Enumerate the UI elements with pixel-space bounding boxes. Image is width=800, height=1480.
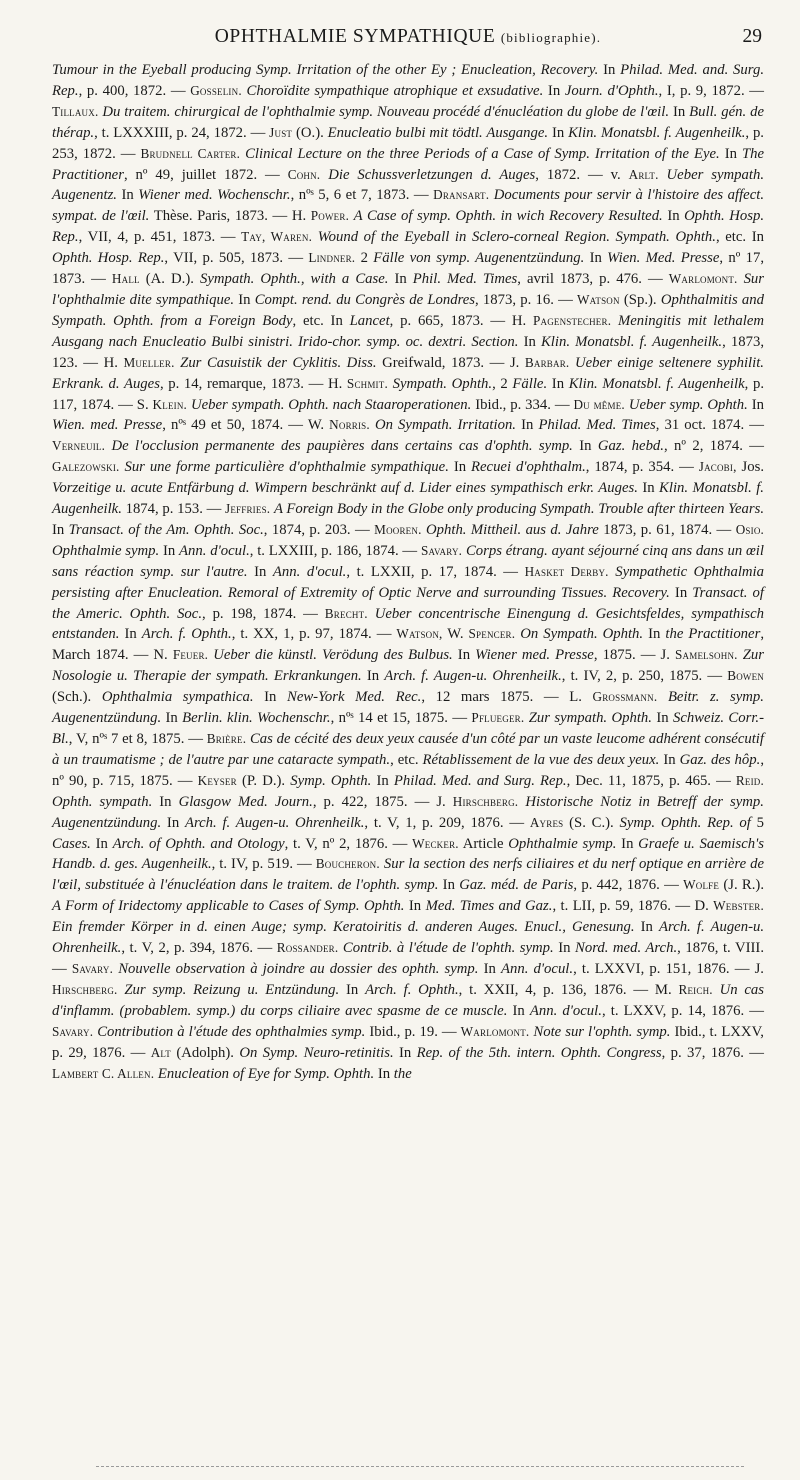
citation-text: In [339, 981, 366, 998]
author-name: Warlomont. [668, 271, 738, 287]
citation-title: Die Schussverletzungen d. Auges [328, 166, 536, 183]
citation-text: , t. LXXV, p. 14, 1876. — [601, 1002, 764, 1019]
citation-text: , March 1874. — N. [52, 626, 764, 664]
footer-rule [96, 1466, 744, 1467]
citation-title: Ann. d'ocul. [501, 960, 574, 977]
citation-text: , 1876, t. VIII. — [52, 940, 765, 977]
citation-text: , nºˢ 49 et 50, 1874. — W. [162, 417, 330, 434]
citation-title: Arch. f. Augen-u. Ohrenheilk. [52, 919, 765, 957]
citation-title: Wiener med. Presse [475, 647, 594, 664]
author-name: Klein. [152, 396, 188, 412]
citation-text: , p. 14, remarque, 1873. — H. [159, 375, 347, 392]
author-name: Jeffries. [225, 501, 271, 517]
author-name: Norris. [329, 417, 370, 433]
citation-title: Rep. of the 5th. intern. Ophth. Congress [416, 1044, 662, 1061]
citation-title: Tumour in the Eyeball producing Symp. Irritation of the other Ey ; Enucleation, Recovery. [52, 62, 599, 78]
citation-title: Ann. d'ocul. [179, 542, 250, 559]
citation-text: , 1875. — J. [593, 647, 676, 664]
citation-text: , 1872. — v. [535, 166, 629, 183]
citation-title: Ueber concentrische Einengung d. Gesichtsfeldes, sympathisch entstanden. [52, 605, 764, 643]
citation-title: On Sympath. Irritation. [374, 417, 516, 434]
citation-title: Du traitem. chirurgical de l'ophthalmie symp. Nouveau procédé d'énucléation du globe de l'œil. [102, 103, 670, 120]
citation-title: Philad. Med. Times [538, 417, 656, 434]
author-name: Savary. [52, 1023, 94, 1039]
citation-text: , t. V, 1, p. 209, 1876. — [364, 814, 530, 831]
citation-text: In [572, 438, 598, 455]
author-name: Tillaux. [52, 103, 99, 119]
author-name: Mooren. [374, 521, 422, 537]
citation-title: Ophth. Hosp. Rep. [52, 250, 165, 267]
citation-text: In [643, 626, 666, 643]
citation-title: Fälle. [512, 375, 548, 392]
author-name: Rossander. [276, 940, 339, 956]
page-number: 29 [742, 26, 762, 47]
citation-title: Philad. Med. and. Surg. Rep. [52, 62, 765, 99]
citation-text: , t. LXXII, p. 17, 1874. — [346, 563, 525, 580]
citation-text: In [247, 563, 273, 580]
citation-text: , t. LII, p. 59, 1876. — D. [552, 898, 714, 915]
author-name: Savary. [71, 960, 114, 976]
bibliography-paragraph [52, 60, 764, 1084]
citation-text [657, 689, 668, 705]
author-name: Dransart. [433, 187, 490, 203]
citation-title: Wien. Med. Presse [607, 250, 720, 267]
citation-text: In [662, 208, 685, 225]
citation-title: Sympathetic Ophthalmia persisting after Enucleation. Remoral of Extremity of Optic Nerve and surrounding Tissues. Recovery. [52, 563, 765, 601]
author-name: Arlt. [628, 166, 659, 182]
citation-text: In [90, 835, 113, 852]
citation-text: (P. D.). [236, 772, 291, 789]
citation-text: , 1874, p. 203. — [263, 521, 375, 538]
author-name: Boucheron. [315, 856, 380, 872]
citation-title: Ueber sympath. Ophth. nach Staaroperationen. [190, 396, 472, 413]
citation-text: , nº 17, 1873. — [52, 250, 765, 288]
citation-title: Arch. f. Augen-u. Ohrenheilk. [184, 814, 365, 831]
citation-title: Ophthalmia sympathica. [101, 689, 254, 706]
citation-text: (S. C.). [563, 814, 620, 831]
citation-text: In [119, 626, 142, 643]
citation-title: Bull. gén. de thérap. [52, 103, 764, 141]
citation-text: , t. XX, 1, p. 97, 1874. — [231, 626, 397, 643]
citation-title: Sur la section des nerfs ciliaires et du nerf optique en arrière de l'œil, substituée à l'énucléation dans le traitem. de l'ophth. symp. [52, 856, 764, 894]
citation-text: In [404, 898, 426, 915]
citation-text [368, 606, 375, 622]
author-name: Cohn. [287, 166, 321, 182]
citation-title: Klin. Monatsbl. f. Augenheilk. [52, 480, 764, 518]
citation-title: Meningitis mit lethalem Ausgang nach Enucleatio Bulbi sinistri. Irido-chor. symp. oc. dextri. Section. [52, 312, 764, 350]
citation-text: , VII, p. 505, 1873. — [164, 250, 309, 267]
citation-text: Ibid., p. 19. — [365, 1023, 461, 1040]
citation-title: Ueber die künstl. Verödung des Bulbus. [213, 647, 453, 664]
running-title-main: OPHTHALMIE SYMPATHIQUE [214, 26, 496, 47]
citation-text: In [584, 250, 608, 267]
citation-text: In [543, 82, 565, 99]
citation-text: In [159, 542, 180, 559]
running-header [52, 26, 764, 60]
citation-text: In [388, 271, 413, 288]
author-name: Lambert C. Allen. [52, 1065, 155, 1081]
author-name: Pflueger. [471, 710, 525, 726]
author-name: Brecht. [324, 605, 368, 621]
author-name: Watson, [396, 626, 443, 642]
author-name: Keyser [197, 772, 237, 788]
author-name: Brudnell Carter. [140, 145, 241, 161]
citation-title: Klin. Monatsbl. f. Augenheilk. [540, 333, 723, 350]
citation-title: Nouvelle observation à joindre au dossier des ophth. symp. [118, 960, 479, 977]
citation-title: Enucleation of Eye for Symp. Ophth. [157, 1065, 375, 1082]
author-name: Hasket Derby. [524, 563, 609, 579]
citation-title: Sympath. Ophth. [392, 375, 493, 392]
citation-text: Jos. [736, 459, 764, 476]
author-name: Warlomont. [460, 1023, 530, 1039]
author-name: Verneuil. [52, 438, 106, 454]
citation-title: Gaz. hebd. [597, 438, 664, 455]
author-name: Reich. [678, 981, 713, 997]
citation-title: Arch. of Ophth. and Otology [112, 835, 285, 852]
author-name: Hirschberg. [52, 981, 118, 997]
citation-text: In [478, 960, 502, 977]
citation-text: , VII, 4, p. 451, 1873. — [78, 229, 242, 246]
citation-title: Gaz. des hôp. [679, 751, 761, 768]
citation-text: W. [442, 626, 469, 643]
citation-title: Ophth. Mittheil. aus d. Jahre [426, 521, 599, 538]
citation-text: , p. 253, 1872. — [52, 124, 764, 162]
citation-title: Philad. Med. and Surg. Rep. [393, 772, 567, 789]
author-name: Wecker. [412, 835, 459, 851]
citation-title: De l'occlusion permanente des paupières dans certains cas d'ophth. symp. [111, 438, 573, 455]
citation-title: Compt. rend. du Congrès de Londres [254, 291, 476, 308]
citation-text: In [52, 521, 69, 538]
citation-title: Nord. med. Arch. [575, 940, 678, 957]
citation-text: , p. 422, 1875. — J. [312, 793, 453, 810]
citation-text: , p. 117, 1874. — S. [52, 375, 765, 413]
citation-title: Enucleatio bulbi mit tödtl. Ausgange. [327, 124, 549, 141]
citation-title: Wound of the Eyeball in Sclero-corneal Region. Sympath. Ophth. [317, 229, 716, 246]
citation-text: In [371, 772, 394, 789]
citation-text: 1874, p. 153. — [121, 501, 226, 518]
citation-text: In [161, 814, 185, 831]
citation-text: 5 [750, 814, 764, 831]
author-name: Savary. [420, 542, 463, 558]
citation-text: , I, p. 9, 1872. — [658, 82, 764, 99]
citation-text: , nºˢ 5, 6 et 7, 1873. — [290, 187, 434, 204]
citation-text: In [719, 145, 742, 162]
citation-text: , t. LXXXIII, p. 24, 1872. — [94, 124, 270, 141]
citation-text: , etc. In [292, 312, 350, 329]
citation-text [611, 313, 618, 329]
citation-text: In [516, 417, 539, 434]
citation-text: In [393, 1044, 417, 1061]
citation-title: Beitr. z. symp. Augenentzündung. [52, 689, 764, 727]
citation-text: , 1874, p. 354. — [585, 459, 699, 476]
citation-title: Transact. of the Am. Ophth. Soc. [68, 521, 264, 538]
citation-title: Lancet [349, 312, 390, 329]
author-name: Tay, Waren. [241, 229, 313, 245]
citation-title: Ueber symp. Ophth. [628, 396, 748, 413]
citation-title: the Practitioner [665, 626, 761, 643]
running-title [52, 26, 764, 48]
citation-text: Greifwald, 1873. — J. [376, 354, 525, 371]
citation-title: A Form of Iridectomy applicable to Cases of Symp. Ophth. [52, 898, 405, 915]
citation-text: In [547, 375, 569, 392]
author-name: Alt [150, 1044, 171, 1060]
citation-text: , etc. [390, 751, 423, 768]
author-name: Lindner. [308, 250, 356, 266]
citation-text: In [669, 103, 690, 120]
citation-title: On Sympath. Ophth. [520, 626, 644, 643]
citation-text: 2 [355, 250, 374, 267]
citation-title: the [393, 1065, 412, 1082]
citation-text: In [448, 459, 472, 476]
citation-title: Cas de cécité des deux yeux causée d'un côté par un vaste leucome adhérent consécutif à un traumatisme ; de l'autre par une cataracte sympath. [52, 731, 764, 768]
citation-text: In [553, 940, 576, 957]
author-name: Samelsohn. [675, 647, 738, 663]
citation-text: In [161, 710, 183, 727]
citation-text: In [659, 751, 680, 768]
citation-text [713, 982, 720, 998]
author-name: Reid. [735, 772, 765, 788]
author-name: Brière. [206, 731, 247, 746]
author-name: Wolfe [683, 877, 720, 893]
author-name: Spencer. [468, 626, 516, 642]
citation-text: In [616, 835, 639, 852]
citation-title: Zur sympath. Ophth. [528, 710, 652, 727]
citation-title: Graefe u. Saemisch's Handb. d. ges. Augenheilk. [52, 835, 764, 873]
citation-title: Symp. Ophth. Rep. of [619, 814, 751, 831]
citation-text: , p. 665, 1873. — H. [389, 312, 533, 329]
citation-title: Transact. of the Americ. Ophth. Soc. [52, 584, 765, 622]
citation-text: , t. XXII, 4, p. 136, 1876. — M. [458, 981, 679, 998]
citation-text: In [518, 333, 541, 350]
citation-text: In [452, 647, 476, 664]
citation-text: , nº 2, 1874. — [663, 438, 764, 455]
citation-text: , p. 37, 1876. — [661, 1044, 764, 1061]
citation-text: , avril 1873, p. 476. — [517, 271, 669, 288]
citation-title: Ann. d'ocul. [529, 1002, 602, 1019]
citation-text: , 2 [492, 375, 513, 392]
citation-title: Wiener med. Wochenschr. [138, 187, 291, 204]
citation-text: , t. V, nº 2, 1876. — [284, 835, 413, 852]
citation-title: Contrib. à l'étude de l'ophth. symp. [342, 940, 554, 957]
author-name: Galezowski. [52, 459, 120, 475]
author-name: Grossmann. [592, 689, 658, 705]
citation-title: Zur Nosologie u. Therapie der sympath. Erkrankungen. [52, 647, 764, 685]
citation-text: In [669, 584, 693, 601]
running-title-section: (bibliographie). [500, 30, 602, 45]
citation-title: Note sur l'ophth. symp. [533, 1023, 671, 1040]
citation-text: (Sp.). [619, 291, 661, 308]
citation-title: Med. Times and Gaz. [425, 898, 553, 915]
citation-title: Sympath. Ophth., with a Case. [199, 271, 389, 288]
citation-text: In [637, 480, 660, 497]
author-name: Just [269, 124, 293, 140]
citation-text: In [374, 1065, 394, 1082]
author-name: Mueller. [123, 354, 175, 370]
citation-title: Ophth. Hosp. Rep. [52, 208, 764, 246]
citation-text: (A. D.). [139, 271, 200, 288]
citation-title: Wien. med. Presse [52, 417, 163, 434]
citation-title: Glasgow Med. Journ. [178, 793, 313, 810]
citation-text: Thèse. Paris, 1873. — H. [149, 208, 311, 225]
author-name: Feuer. [172, 647, 209, 663]
bibliography-text [52, 60, 764, 1084]
citation-text: In [234, 291, 255, 308]
citation-title: Contribution à l'étude des ophthalmies symp. [97, 1023, 366, 1040]
author-name: Ayres [529, 814, 564, 830]
citation-title: Documents pour servir à l'histoire des affect. sympat. de l'œil. [52, 187, 765, 225]
citation-text: In [507, 1002, 530, 1019]
citation-title: Historische Notiz in Betreff der symp. Augenentzündung. [52, 793, 764, 831]
citation-text: In [253, 689, 287, 706]
citation-text: In [361, 668, 385, 685]
citation-text: Ibid., t. LXXV, p. 29, 1876. — [52, 1023, 764, 1061]
citation-title: Ophthalmie symp. [508, 835, 617, 852]
citation-title: Ophth. sympath. [52, 793, 153, 810]
citation-text: , t. IV, p. 519. — [211, 856, 316, 873]
citation-title: Ueber sympath. Augenentz. [52, 166, 764, 204]
citation-text: Ibid., p. 334. — [471, 396, 574, 413]
citation-text: In [747, 396, 764, 413]
citation-text: , 31 oct. 1874. — [655, 417, 764, 434]
citation-title: Fälle von symp. Augenentzündung. [373, 250, 585, 267]
citation-title: Berlin. klin. Wochenschr. [182, 710, 331, 727]
citation-title: Schweiz. Corr.-Bl. [52, 710, 764, 747]
citation-title: Sur l'ophthalmie dite sympathique. [52, 271, 765, 308]
citation-text: In [598, 62, 621, 78]
citation-text: In [117, 187, 139, 204]
citation-text: In [152, 793, 179, 810]
citation-text: , t. IV, 2, p. 250, 1875. — [561, 668, 728, 685]
citation-text: , 1873, p. 16. — [475, 291, 578, 308]
citation-title: Journ. d'Ophth. [564, 82, 659, 99]
citation-text: (Adolph). [170, 1044, 240, 1061]
citation-title: Rétablissement de la vue des deux yeux. [422, 751, 660, 768]
citation-title: Sur une forme particulière d'ophthalmie sympathique. [124, 459, 449, 476]
citation-text: , etc. In [715, 229, 764, 246]
citation-title: Recuei d'ophthalm. [471, 459, 586, 476]
citation-title: Clinical Lecture on the three Periods of a Case of Symp. Irritation of the Eye. [245, 145, 720, 162]
citation-text: , nºˢ 14 et 15, 1875. — [330, 710, 472, 727]
author-name: Jacobi, [698, 459, 737, 475]
citation-title: Ueber einige seltenere syphilit. Erkrank. d. Auges [52, 354, 764, 392]
author-name: Hall [111, 271, 140, 287]
citation-text: , p. 198, 1874. — [202, 605, 325, 622]
citation-title: Klin. Monatsbl. f. Augenheilk [568, 375, 745, 392]
author-name: Osio. [735, 521, 765, 537]
citation-title: Arch. f. Ophth. [365, 981, 459, 998]
citation-text: , t. LXXIII, p. 186, 1874. — [249, 542, 421, 559]
author-name: Bowen [727, 668, 764, 684]
citation-title: A Case of symp. Ophth. in wich Recovery Resulted. [353, 208, 663, 225]
citation-text: , t. LXXVI, p. 151, 1876. — J. [573, 960, 764, 977]
author-name: Power. [310, 208, 350, 224]
citation-text: , V, nºˢ 7 et 8, 1875. — [68, 731, 207, 747]
citation-text: , 12 mars 1875. — L. [421, 689, 593, 706]
citation-title: Choroïdite sympathique atrophique et exsudative. [246, 82, 544, 99]
citation-text: (O.). [292, 124, 328, 141]
author-name: Hirschberg. [452, 793, 519, 809]
citation-title: Zur Casuistik der Cyklitis. Diss. [180, 354, 377, 371]
citation-title: Arch. f. Augen-u. Ohrenheilk. [384, 668, 562, 685]
author-name: Watson [577, 291, 620, 307]
citation-title: New-York Med. Rec. [287, 689, 422, 706]
citation-text: In [548, 124, 569, 141]
citation-text: 1873, p. 61, 1874. — [598, 521, 736, 538]
citation-text: , p. 442, 1876. — [573, 877, 684, 894]
citation-text: In [438, 877, 460, 894]
citation-title: Arch. f. Ophth. [141, 626, 232, 643]
citation-text: In [651, 710, 673, 727]
citation-text [659, 167, 667, 183]
citation-title: Klin. Monatsbl. f. Augenheilk. [568, 124, 746, 141]
citation-title: Vorzeitige u. acute Entfärbung d. Wimpern beschränkt auf d. Lider eines sympathisch erkr. Auges. [52, 480, 638, 497]
citation-text: Article [458, 835, 509, 852]
citation-text: , nº 90, p. 715, 1875. — [52, 751, 764, 789]
citation-title: Ann. d'ocul. [272, 563, 347, 580]
citation-text: , Dec. 11, 1875, p. 465. — [566, 772, 736, 789]
citation-title: Gaz. méd. de Paris [459, 877, 574, 894]
citation-title: The Practitioner [52, 145, 765, 183]
citation-title: Symp. Ophth. [290, 772, 372, 789]
citation-text: In [634, 919, 660, 936]
author-name: Schmit. [346, 375, 388, 391]
author-name: Barbar. [524, 354, 570, 370]
citation-text: , 1873, 123. — H. [52, 333, 765, 371]
citation-text: , nº 49, juillet 1872. — [123, 166, 288, 183]
citation-text: , p. 400, 1872. — [78, 82, 191, 99]
author-name: Webster. [713, 898, 765, 914]
citation-title: A Foreign Body in the Globe only producing Sympath. Trouble after thirteen Years. [273, 501, 764, 518]
citation-title: Un cas d'inflamm. (probablem. symp.) du corps ciliaire avec spasme de ce muscle. [52, 981, 765, 1019]
citation-title: Phil. Med. Times [412, 271, 518, 288]
author-name: Du même. [573, 396, 625, 412]
author-name: Gosselin. [190, 82, 242, 98]
citation-title: Ophthalmie symp. [52, 542, 160, 559]
author-name: Pagenstecher. [532, 312, 612, 328]
citation-title: Ein fremder Körper in d. einen Auge; symp. Keratoiritis d. anderen Auges. Enucl., Genesung. [52, 919, 635, 936]
citation-text: , t. V, 2, p. 394, 1876. — [121, 940, 277, 957]
citation-title: Corps étrang. ayant séjourné cinq ans dans un œil sans réaction symp. sur l'autre. [52, 542, 764, 580]
citation-text: (J. R.). [719, 877, 764, 894]
citation-title: On Symp. Neuro-retinitis. [239, 1044, 394, 1061]
citation-title: Ophthalmitis and Sympath. Ophth. from a Foreign Body [52, 291, 764, 329]
citation-text: (Sch.). [52, 689, 102, 706]
citation-title: Cases. [52, 835, 91, 852]
citation-title: Zur symp. Reizung u. Entzündung. [124, 981, 340, 998]
